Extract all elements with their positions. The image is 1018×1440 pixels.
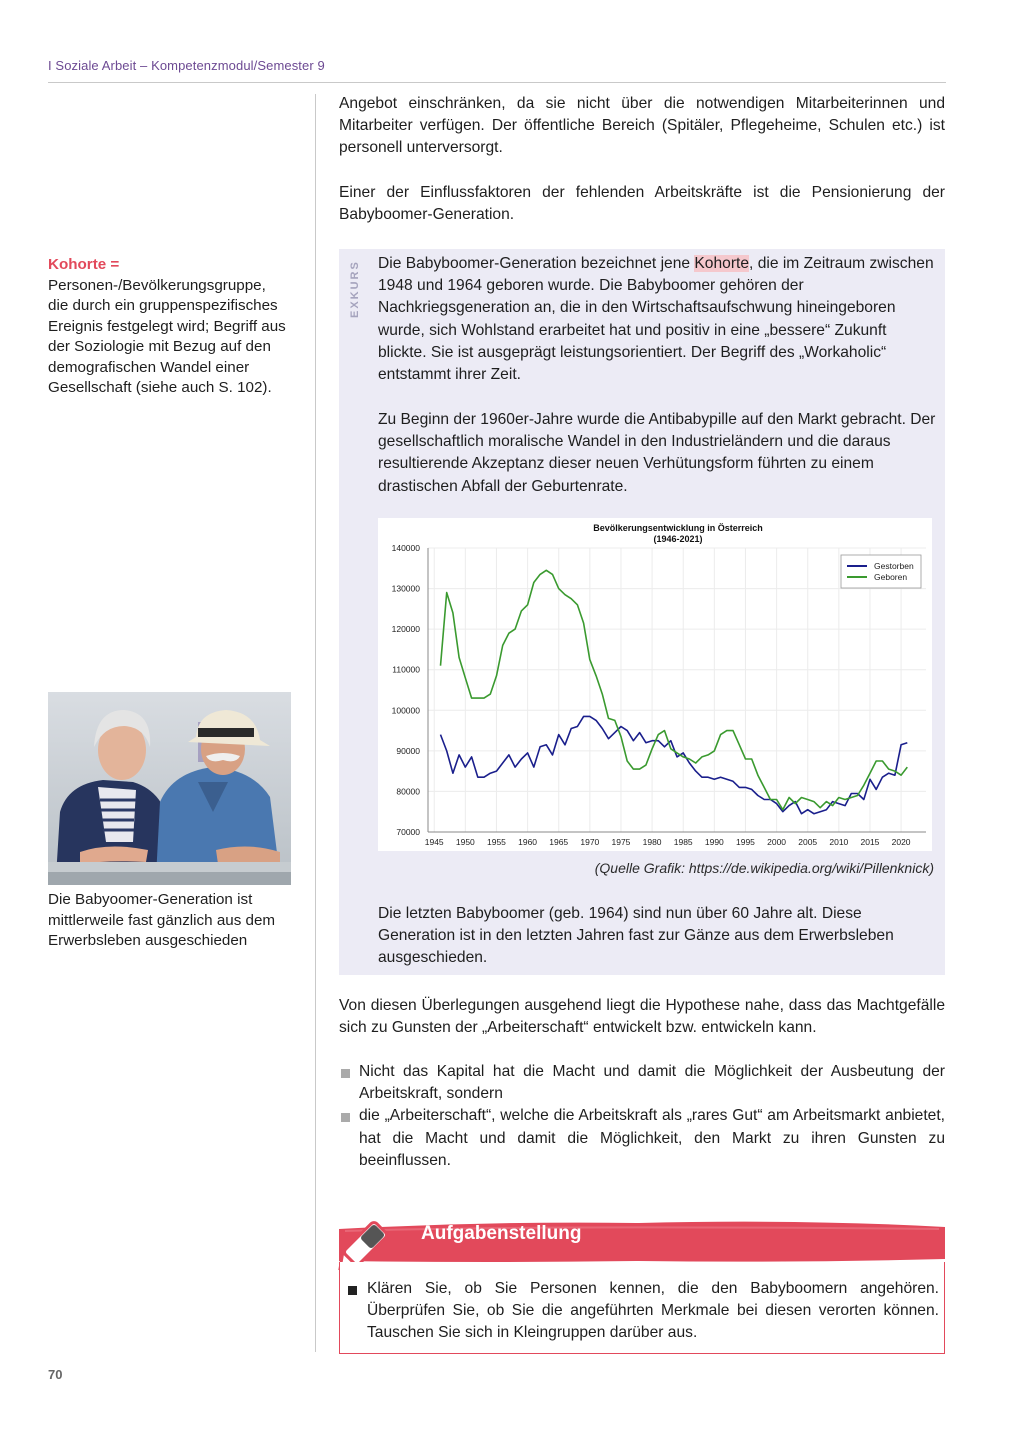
svg-text:90000: 90000	[396, 745, 420, 756]
bullet-list	[339, 1061, 945, 1172]
svg-text:1970: 1970	[580, 837, 600, 847]
svg-text:1955: 1955	[487, 837, 506, 847]
highlighted-term-kohorte: Kohorte	[694, 255, 750, 272]
paragraph-hypothesis: Von diesen Überlegungen ausgehend liegt die Hypothese nahe, dass das Machtgefälle sich zu Gunsten der „Arbeiterschaft“ entwickelt bzw. entwickeln kann.	[339, 997, 945, 1037]
svg-text:1995: 1995	[736, 837, 755, 847]
chart-source: (Quelle Grafik: https://de.wikipedia.org/wiki/Pillenknick)	[594, 860, 934, 876]
svg-text:130000: 130000	[391, 583, 420, 594]
svg-text:Gestorben: Gestorben	[874, 561, 914, 571]
header-divider	[48, 82, 946, 83]
svg-text:Geboren: Geboren	[874, 572, 908, 582]
svg-text:2020: 2020	[891, 837, 911, 847]
svg-text:120000: 120000	[391, 624, 420, 635]
task-text: Klären Sie, ob Sie Personen kennen, die den Babyboomern angehören. Überprüfen Sie, ob Sie die angeführten Merkmale bei diesen verorten können. Tauschen Sie sich in Kleingruppen darüber aus.	[367, 1280, 939, 1342]
bullet-item: Nicht das Kapital hat die Macht und damit die Möglichkeit der Ausbeutung der Arbeitskraft, sondern	[339, 1061, 945, 1105]
svg-text:2000: 2000	[767, 837, 787, 847]
paragraph-staffing: Angebot einschränken, da sie nicht über die notwendigen Mitarbeiterinnen und Mitarbeiter verfügen. Der öffentliche Bereich (Spitäler, Pflegeheime, Schulen etc.) ist personell unterversorgt.	[339, 95, 945, 157]
svg-text:2010: 2010	[829, 837, 849, 847]
sidebar-definition	[48, 255, 288, 399]
svg-text:80000: 80000	[396, 786, 420, 797]
svg-text:1975: 1975	[611, 837, 631, 847]
line-chart	[378, 518, 932, 851]
exkurs-paragraph-pill: Zu Beginn der 1960er-Jahre wurde die Antibabypille auf den Markt gebracht. Der gesellschaftlich moralische Wandel in den Industrieländern und die daraus resultierende Akzeptanz dieser neuen Verhütungsform führten zu einem drastischen Abfall der Geburtenrate.	[378, 411, 936, 495]
svg-text:140000: 140000	[391, 543, 420, 553]
pencil-icon	[334, 1210, 404, 1270]
exkurs-label: EXKURS	[349, 260, 361, 318]
svg-text:Bevölkerungsentwicklung in Öst: Bevölkerungsentwicklung in Österreich	[593, 523, 763, 533]
population-chart	[378, 518, 932, 851]
photo-senior-couple	[48, 692, 291, 885]
svg-text:2015: 2015	[860, 837, 880, 847]
svg-text:2005: 2005	[798, 837, 818, 847]
exkurs-text: Die Babyboomer-Generation bezeichnet jene	[378, 255, 695, 272]
exkurs-text: , die im Zeitraum zwischen 1948 und 1964 geboren wurde. Die Babyboomer gehören der Nachkriegsgeneration an, die in den Wirtschaftsaufschwung hineingeboren wurde, sich Wohlstand erarbeitet hat und positiv in eine „bessere“ Zukunft blickte. Sie ist ausgeprägt leistungsorientiert. Der Begriff des „Workaholic“ entstammt ihrer Zeit.	[378, 255, 934, 384]
svg-text:1945: 1945	[424, 837, 444, 847]
svg-text:110000: 110000	[392, 664, 420, 675]
svg-text:100000: 100000	[391, 705, 420, 716]
page-number: 70	[48, 1367, 63, 1382]
senior-couple-image	[48, 692, 291, 885]
running-header: I Soziale Arbeit – Kompetenzmodul/Semester 9	[48, 58, 325, 73]
photo-caption: Die Babyoomer-Generation ist mittlerweile fast gänzlich aus dem Erwerbsleben ausgeschieden	[48, 891, 276, 949]
exkurs-paragraph-babyboomer	[378, 253, 938, 386]
svg-text:1980: 1980	[642, 837, 662, 847]
definition-term: Kohorte =	[48, 256, 120, 273]
bullet-item: die „Arbeiterschaft“, welche die Arbeitskraft als „rares Gut“ am Arbeitsmarkt anbietet, hat die Macht und damit die Möglichkeit, den Markt zu ihren Gunsten zu beeinflussen.	[339, 1105, 945, 1172]
svg-text:1985: 1985	[673, 837, 693, 847]
svg-text:1965: 1965	[549, 837, 569, 847]
svg-text:70000: 70000	[396, 827, 420, 837]
svg-text:1950: 1950	[455, 837, 475, 847]
definition-text: Personen-/Bevölkerungsgruppe, die durch ein gruppenspezifisches Ereignis festgelegt wird; Begriff aus der Soziologie mit Bezug auf den demografischen Wandel einer Gesellschaft (siehe auch S. 102).	[48, 276, 286, 396]
svg-text:(1946-2021): (1946-2021)	[653, 534, 703, 544]
exkurs-paragraph-last-boomers: Die letzten Babyboomer (geb. 1964) sind nun über 60 Jahre alt. Diese Generation ist in den letzten Jahren fast zur Gänze aus dem Erwerbsleben ausgeschieden.	[378, 905, 894, 967]
column-divider	[315, 94, 316, 1352]
paragraph-retirement: Einer der Einflussfaktoren der fehlenden Arbeitskräfte ist die Pensionierung der Babyboomer-Generation.	[339, 184, 945, 224]
task-title: Aufgabenstellung	[421, 1223, 582, 1244]
task-bullet-marker	[348, 1286, 357, 1295]
svg-text:1990: 1990	[704, 837, 724, 847]
svg-text:1960: 1960	[518, 837, 538, 847]
